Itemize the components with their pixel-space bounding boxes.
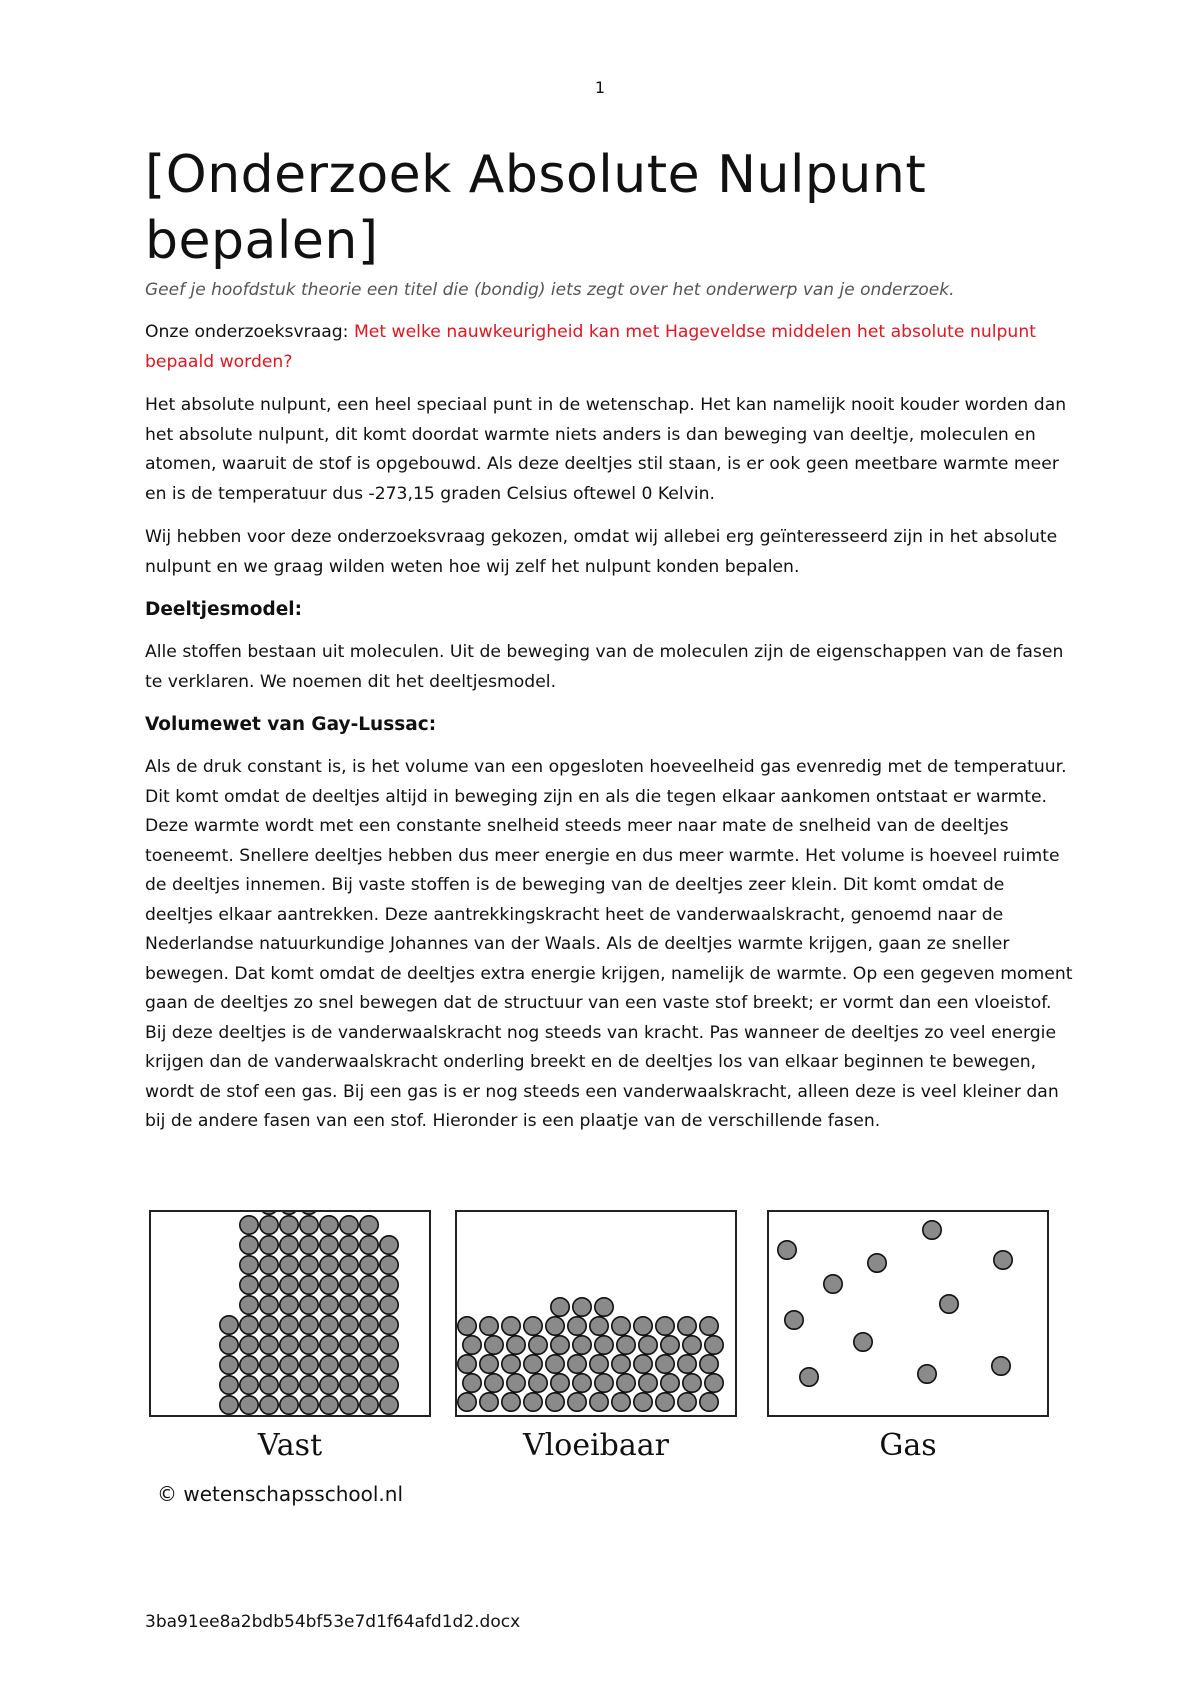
particle bbox=[220, 1396, 238, 1414]
particle bbox=[280, 1336, 298, 1354]
particle bbox=[380, 1336, 398, 1354]
particle bbox=[360, 1316, 378, 1334]
particle bbox=[678, 1355, 696, 1373]
particle bbox=[300, 1396, 318, 1414]
particle bbox=[260, 1212, 278, 1214]
particle bbox=[546, 1355, 564, 1373]
particle bbox=[320, 1316, 338, 1334]
particle bbox=[661, 1374, 679, 1392]
particle bbox=[280, 1356, 298, 1374]
particle bbox=[240, 1296, 258, 1314]
particle bbox=[260, 1236, 278, 1254]
particle bbox=[546, 1317, 564, 1335]
gas-panel bbox=[767, 1210, 1049, 1417]
heading-gay-lussac: Volumewet van Gay-Lussac: bbox=[145, 714, 437, 735]
particle bbox=[700, 1355, 718, 1373]
particle bbox=[923, 1221, 941, 1239]
particle bbox=[507, 1336, 525, 1354]
particle bbox=[480, 1317, 498, 1335]
particle bbox=[778, 1241, 796, 1259]
particle bbox=[612, 1393, 630, 1411]
particle bbox=[590, 1317, 608, 1335]
particle bbox=[590, 1393, 608, 1411]
particle bbox=[320, 1256, 338, 1274]
particle bbox=[260, 1356, 278, 1374]
particle bbox=[220, 1336, 238, 1354]
particle bbox=[380, 1236, 398, 1254]
particle bbox=[340, 1256, 358, 1274]
particle bbox=[656, 1355, 674, 1373]
particle bbox=[546, 1393, 564, 1411]
particle bbox=[280, 1376, 298, 1394]
deeltjesmodel-paragraph: Alle stoffen bestaan uit moleculen. Uit de beweging van de moleculen zijn de eigenschappen van de fasen te verklaren. We noemen dit het deeltjesmodel. bbox=[145, 642, 1064, 692]
motivation-paragraph: Wij hebben voor deze onderzoeksvraag gekozen, omdat wij allebei erg geïnteresseerd zijn in het absolute nulpunt en we graag wilden weten hoe wij zelf het nulpunt konden bepalen. bbox=[145, 527, 1058, 577]
particle bbox=[320, 1276, 338, 1294]
particle bbox=[340, 1396, 358, 1414]
particle bbox=[240, 1376, 258, 1394]
particle bbox=[220, 1376, 238, 1394]
particle bbox=[260, 1216, 278, 1234]
particle bbox=[868, 1254, 886, 1272]
particle bbox=[340, 1316, 358, 1334]
particle bbox=[360, 1336, 378, 1354]
particle bbox=[340, 1376, 358, 1394]
particle bbox=[360, 1296, 378, 1314]
particle bbox=[617, 1336, 635, 1354]
particle bbox=[280, 1276, 298, 1294]
particle bbox=[700, 1317, 718, 1335]
particle bbox=[568, 1317, 586, 1335]
particle bbox=[683, 1374, 701, 1392]
heading-deeltjesmodel: Deeltjesmodel: bbox=[145, 599, 303, 620]
caption-vloeibaar: Vloeibaar bbox=[523, 1428, 669, 1463]
particle bbox=[360, 1396, 378, 1414]
title-instruction: Geef je hoofdstuk theorie een titel die (bondig) iets zegt over het onderwerp van je onderzoek. bbox=[145, 280, 955, 300]
particle bbox=[380, 1316, 398, 1334]
particle bbox=[463, 1374, 481, 1392]
particle bbox=[524, 1355, 542, 1373]
particle bbox=[380, 1376, 398, 1394]
particle bbox=[458, 1355, 476, 1373]
particle bbox=[300, 1256, 318, 1274]
particle bbox=[320, 1336, 338, 1354]
particle bbox=[705, 1336, 723, 1354]
document-body bbox=[145, 142, 1075, 1151]
particle bbox=[800, 1368, 818, 1386]
particle bbox=[502, 1317, 520, 1335]
file-name-footer: 3ba91ee8a2bdb54bf53e7d1f64afd1d2.docx bbox=[145, 1612, 521, 1632]
particle bbox=[573, 1298, 591, 1316]
particle bbox=[612, 1317, 630, 1335]
particle bbox=[992, 1357, 1010, 1375]
particle bbox=[485, 1374, 503, 1392]
particle bbox=[573, 1336, 591, 1354]
particle bbox=[463, 1336, 481, 1354]
particle bbox=[300, 1276, 318, 1294]
particle bbox=[280, 1316, 298, 1334]
particle bbox=[220, 1316, 238, 1334]
particle bbox=[458, 1393, 476, 1411]
particle bbox=[280, 1212, 298, 1214]
particle bbox=[240, 1396, 258, 1414]
particle bbox=[300, 1356, 318, 1374]
particle bbox=[280, 1296, 298, 1314]
particle bbox=[656, 1393, 674, 1411]
research-question-label: Onze onderzoeksvraag: bbox=[145, 322, 354, 342]
particle bbox=[595, 1336, 613, 1354]
image-copyright: © wetenschapsschool.nl bbox=[157, 1482, 404, 1506]
particle bbox=[260, 1296, 278, 1314]
liquid-panel bbox=[455, 1210, 737, 1417]
particle bbox=[260, 1396, 278, 1414]
particle bbox=[617, 1374, 635, 1392]
particle bbox=[300, 1336, 318, 1354]
particle bbox=[502, 1393, 520, 1411]
research-question bbox=[145, 318, 1075, 377]
particle bbox=[678, 1317, 696, 1335]
gay-lussac-paragraph: Als de druk constant is, is het volume van een opgesloten hoeveelheid gas evenredig met de temperatuur. Dit komt omdat de deeltjes altijd in beweging zijn en als die tegen elkaar aankomen ontstaat er warmte. Deze warmte wordt met een constante snelheid steeds meer naar mate de snelheid van de deeltjes toeneemt. Snellere deeltjes hebben dus meer energie en dus meer warmte. Het volume is hoeveel ruimte de deeltjes innemen. Bij vaste stoffen is de beweging van de deeltjes zeer klein. Dit komt omdat de deeltjes elkaar aantrekken. Deze aantrekkingskracht heet de vanderwaalskracht, genoemd naar de Nederlandse natuurkundige Johannes van der Waals. Als de deeltjes warmte krijgen, gaan ze sneller bewegen. Dat komt omdat de deeltjes extra energie krijgen, namelijk de warmte. Op een gegeven moment gaan de deeltjes zo snel bewegen dat de structuur van een vaste stof breekt; er vormt dan een vloeistof. Bij deze deeltjes is de vanderwaalskracht nog steeds van kracht. Pas wanneer de deeltjes zo veel energie krijgen dan de vanderwaalskracht onderling breekt en de deeltjes los van elkaar beginnen te bewegen, wordt de stof een gas. Bij een gas is er nog steeds een vanderwaalskracht, alleen deze is veel kleiner dan bij de andere fasen van een stof. Hieronder is een plaatje van de verschillende fasen. bbox=[145, 757, 1073, 1131]
particle bbox=[260, 1316, 278, 1334]
particle bbox=[300, 1296, 318, 1314]
particle bbox=[529, 1374, 547, 1392]
particle bbox=[260, 1376, 278, 1394]
particle bbox=[590, 1355, 608, 1373]
particle bbox=[240, 1276, 258, 1294]
particle bbox=[320, 1236, 338, 1254]
particle bbox=[634, 1317, 652, 1335]
document-title: [Onderzoek Absolute Nulpunt bepalen] bbox=[145, 145, 927, 271]
particle bbox=[994, 1251, 1012, 1269]
particle bbox=[551, 1298, 569, 1316]
particle bbox=[595, 1374, 613, 1392]
particle bbox=[458, 1317, 476, 1335]
particle bbox=[360, 1236, 378, 1254]
particle bbox=[280, 1236, 298, 1254]
particle bbox=[340, 1216, 358, 1234]
liquid-particles bbox=[457, 1212, 735, 1415]
particle bbox=[300, 1236, 318, 1254]
particle bbox=[340, 1236, 358, 1254]
phases-figure bbox=[145, 1210, 1065, 1510]
solid-panel bbox=[149, 1210, 431, 1417]
particle bbox=[260, 1336, 278, 1354]
particle bbox=[824, 1275, 842, 1293]
gas-particles bbox=[769, 1212, 1047, 1415]
particle bbox=[320, 1296, 338, 1314]
particle bbox=[918, 1365, 936, 1383]
particle bbox=[634, 1393, 652, 1411]
particle bbox=[380, 1256, 398, 1274]
particle bbox=[300, 1216, 318, 1234]
particle bbox=[595, 1298, 613, 1316]
particle bbox=[240, 1336, 258, 1354]
particle bbox=[507, 1374, 525, 1392]
caption-gas: Gas bbox=[879, 1428, 937, 1463]
page-number: 1 bbox=[594, 78, 606, 97]
particle bbox=[260, 1276, 278, 1294]
particle bbox=[380, 1356, 398, 1374]
particle bbox=[639, 1336, 657, 1354]
particle bbox=[300, 1316, 318, 1334]
particle bbox=[551, 1336, 569, 1354]
particle bbox=[220, 1356, 238, 1374]
particle bbox=[940, 1295, 958, 1313]
particle bbox=[854, 1333, 872, 1351]
particle bbox=[705, 1374, 723, 1392]
particle bbox=[320, 1376, 338, 1394]
particle bbox=[360, 1356, 378, 1374]
particle bbox=[280, 1216, 298, 1234]
particle bbox=[240, 1236, 258, 1254]
particle bbox=[785, 1311, 803, 1329]
particle bbox=[320, 1356, 338, 1374]
particle bbox=[360, 1216, 378, 1234]
particle bbox=[524, 1393, 542, 1411]
particle bbox=[529, 1336, 547, 1354]
particle bbox=[700, 1393, 718, 1411]
particle bbox=[360, 1376, 378, 1394]
particle bbox=[480, 1355, 498, 1373]
particle bbox=[480, 1393, 498, 1411]
particle bbox=[340, 1276, 358, 1294]
particle bbox=[360, 1276, 378, 1294]
intro-paragraph: Het absolute nulpunt, een heel speciaal punt in de wetenschap. Het kan namelijk nooit kouder worden dan het absolute nulpunt, dit komt doordat warmte niets anders is dan beweging van deeltje, moleculen en atomen, waaruit de stof is opgebouwd. Als deze deeltjes stil staan, is er ook geen meetbare warmte meer en is de temperatuur dus -273,15 graden Celsius oftewel 0 Kelvin. bbox=[145, 395, 1067, 504]
particle bbox=[502, 1355, 520, 1373]
particle bbox=[340, 1336, 358, 1354]
particle bbox=[485, 1336, 503, 1354]
solid-particles bbox=[151, 1212, 429, 1415]
particle bbox=[661, 1336, 679, 1354]
particle bbox=[240, 1356, 258, 1374]
particle bbox=[280, 1396, 298, 1414]
particle bbox=[260, 1256, 278, 1274]
particle bbox=[240, 1316, 258, 1334]
particle bbox=[634, 1355, 652, 1373]
particle bbox=[551, 1374, 569, 1392]
caption-vast: Vast bbox=[257, 1428, 323, 1463]
particle bbox=[320, 1396, 338, 1414]
particle bbox=[683, 1336, 701, 1354]
particle bbox=[524, 1317, 542, 1335]
particle bbox=[320, 1216, 338, 1234]
particle bbox=[573, 1374, 591, 1392]
particle bbox=[380, 1396, 398, 1414]
particle bbox=[300, 1376, 318, 1394]
research-question-text: Met welke nauwkeurigheid kan met Hageveldse middelen het absolute nulpunt bepaald worden? bbox=[145, 322, 1036, 372]
particle bbox=[380, 1276, 398, 1294]
particle bbox=[656, 1317, 674, 1335]
particle bbox=[300, 1212, 318, 1214]
particle bbox=[612, 1355, 630, 1373]
particle bbox=[360, 1256, 378, 1274]
particle bbox=[678, 1393, 696, 1411]
particle bbox=[340, 1296, 358, 1314]
particle bbox=[240, 1256, 258, 1274]
particle bbox=[568, 1355, 586, 1373]
particle bbox=[340, 1356, 358, 1374]
particle bbox=[639, 1374, 657, 1392]
particle bbox=[380, 1296, 398, 1314]
particle bbox=[240, 1216, 258, 1234]
particle bbox=[568, 1393, 586, 1411]
particle bbox=[280, 1256, 298, 1274]
